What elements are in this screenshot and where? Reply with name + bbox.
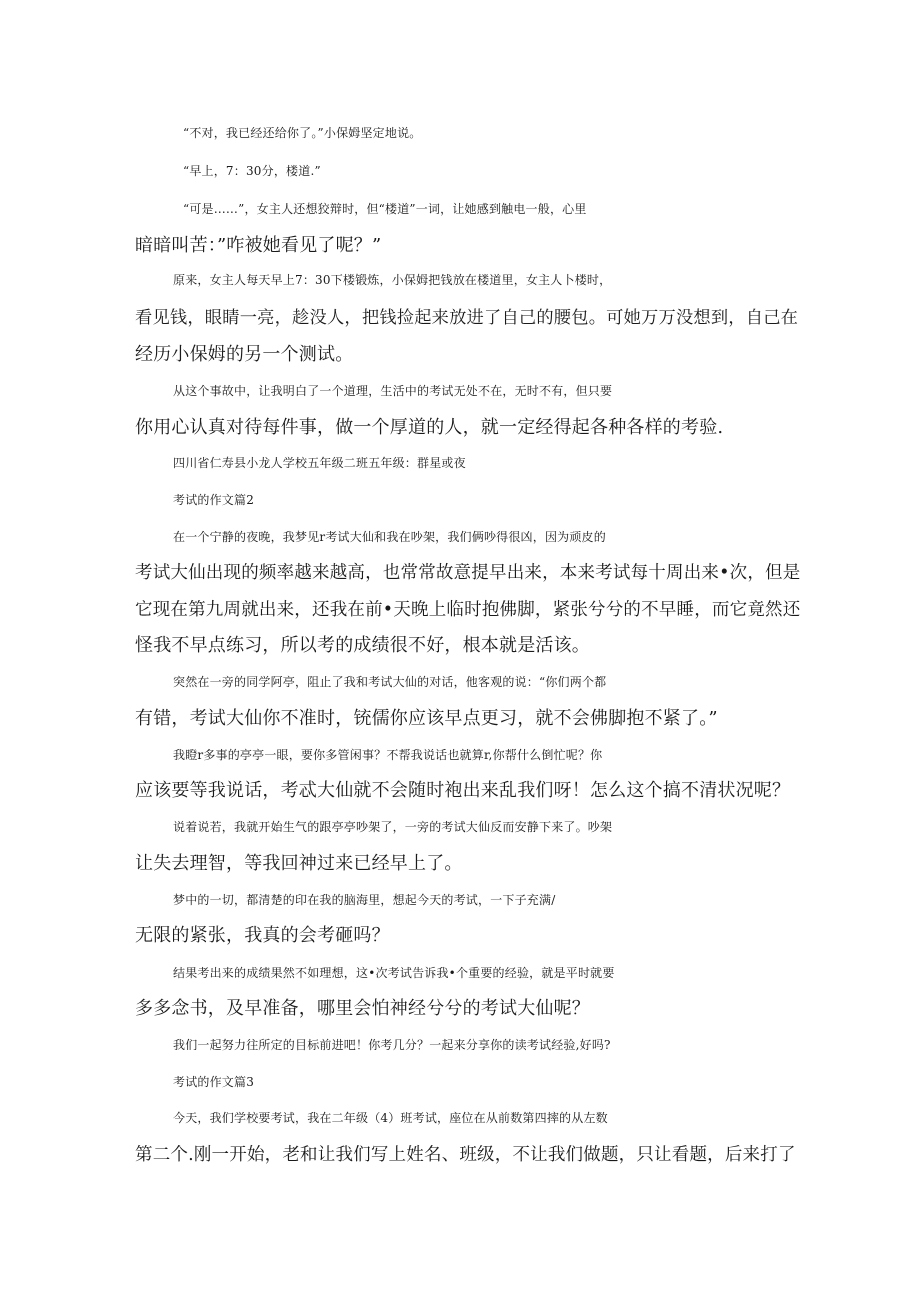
text-line: 原来，女主人每天早上7：30下楼锻炼，小保姆把钱放在楼道里，女主人卜楼时， <box>173 273 612 287</box>
text-line: “可是……”，女主人还想狡辩时，但“楼道”一词，让她感到触电一般，心里 <box>183 202 587 216</box>
text-line: “早上，7：30分，楼道.” <box>183 164 321 178</box>
section-heading: 考试的作文篇2 <box>173 493 255 507</box>
text-line: 突然在一旁的同学阿亭，阻止了我和考试大仙的对话，他客观的说：“你们两个都 <box>173 675 607 689</box>
text-line: 有错，考试大仙你不准时，铳儒你应该早点更习，就不会佛脚抱不紧了。” <box>135 708 718 729</box>
text-line: 它现在第九周就出来，还我在前•天晚上临时抱佛脚，紧张兮兮的不早睡，而它竟然还 <box>135 600 801 620</box>
text-line: 多多念书，及早准备，哪里会怕神经兮兮的考试大仙呢？ <box>135 998 590 1019</box>
text-line: 从这个事故中，让我明白了一个道理，生活中的考试无处不在，无时不有，但只要 <box>173 384 613 398</box>
text-line: 说着说若，我就开始生气的跟亭亭吵架了，一旁的考试大仙反而安静下来了。吵架 <box>173 820 613 834</box>
text-line: 我们一起努力往所定的目标前进吧！你考几分？一起来分享你的读考试经验,好吗? <box>173 1038 611 1052</box>
section-heading: 考试的作文篇3 <box>173 1075 255 1089</box>
text-line: 今天，我们学校要考试，我在二年级（4）班考试，座位在从前数第四摔的从左数 <box>173 1111 608 1125</box>
text-line: 你用心认真对待每件事，做一个厚道的人，就一定经得起各种各样的考验. <box>135 417 724 438</box>
text-line: 在一个宁静的夜晚，我梦见r考试大仙和我在吵架，我们俩吵得很凶，因为顽皮的 <box>173 530 606 544</box>
text-line: 看见钱，眼睛一亮，趁没人，把钱捡起来放进了自己的腰包。可她万万没想到，自己在 <box>135 308 799 328</box>
text-line: 四川省仁寿县小龙人学校五年级二班五年级：群星或夜 <box>173 456 466 470</box>
text-line: 经历小保姆的另一个测试。 <box>135 344 354 365</box>
text-line: 梦中的一切，都清楚的印在我的脑海里，想起今天的考试，一下子充满/ <box>173 893 556 907</box>
text-line: 考试大仙出现的频率越来越高，也常常故意提早出来，本来考试每十周出来•次，但是 <box>135 563 801 583</box>
text-line: 暗暗叫苦：”咋被她看见了呢？” <box>135 235 382 256</box>
text-line: 第二个.刚一开始，老和让我们写上姓名、班级，不让我们做题，只让看题，后来打了 <box>135 1145 796 1165</box>
text-line: 怪我不早点练习，所以考的成绩很不好，根本就是活该。 <box>135 635 590 656</box>
text-line: 结果考出来的成绩果然不如理想，这•次考试告诉我•个重要的经验，就是平时就要 <box>173 966 615 980</box>
text-line: 让失去理智，等我回神过来已经早上了。 <box>135 853 463 874</box>
text-line: 应该要等我说话，考忒大仙就不会随时袍出来乱我们呀！怎么这个搞不清状况呢？ <box>135 780 791 801</box>
text-line: 无限的紧张，我真的会考砸吗？ <box>135 925 390 946</box>
text-line: 我瞪r多事的亭亭一眼，要你多管闲事？不帮我说话也就算r,你帮什么倒忙呢？你 <box>173 748 603 762</box>
text-line: “不对，我已经还给你了。”小保姆坚定地说。 <box>183 126 422 140</box>
